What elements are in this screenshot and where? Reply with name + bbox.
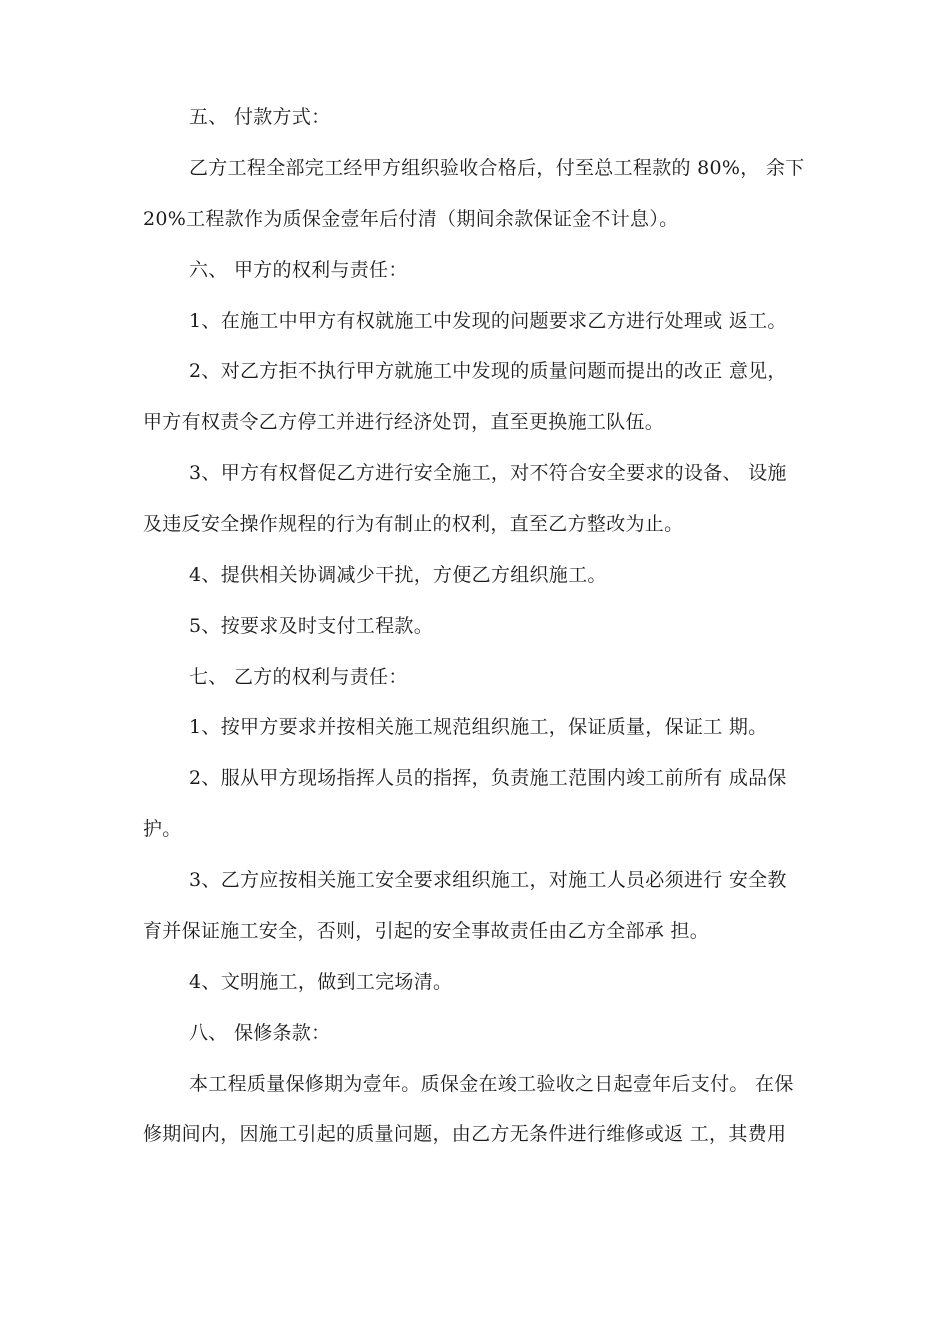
list-item: 1、在施工中甲方有权就施工中发现的问题要求乙方进行处理或 返工。 (189, 310, 787, 332)
paragraph-line: 及违反安全操作规程的行为有制止的权利，直至乙方整改为止。 (143, 513, 684, 535)
list-item: 3、乙方应按相关施工安全要求组织施工，对施工人员必须进行 安全教 (189, 869, 787, 891)
paragraph-line: 护。 (143, 818, 182, 840)
section-heading-warranty: 八、 保修条款： (189, 1022, 331, 1044)
list-item: 3、甲方有权督促乙方进行安全施工，对不符合安全要求的设备、 设施 (189, 462, 787, 484)
list-item: 1、按甲方要求并按相关施工规范组织施工，保证质量，保证工 期。 (189, 716, 768, 738)
section-heading-payment: 五、 付款方式： (189, 106, 331, 128)
list-item: 5、按要求及时支付工程款。 (189, 615, 433, 637)
paragraph-line: 修期间内，因施工引起的质量问题，由乙方无条件进行维修或返 工，其费用 (143, 1123, 787, 1145)
paragraph-line: 20%工程款作为质保金壹年后付清（期间余款保证金不计息）。 (143, 208, 679, 230)
list-item: 4、提供相关协调减少干扰，方便乙方组织施工。 (189, 564, 607, 586)
section-heading-party-b: 七、 乙方的权利与责任： (189, 666, 408, 688)
paragraph-line: 本工程质量保修期为壹年。质保金在竣工验收之日起壹年后支付。 在保 (189, 1073, 794, 1095)
section-heading-party-a: 六、 甲方的权利与责任： (189, 259, 408, 281)
list-item: 4、文明施工，做到工完场清。 (189, 971, 453, 993)
paragraph-line: 乙方工程全部完工经甲方组织验收合格后，付至总工程款的 80%， 余下 (189, 157, 805, 179)
paragraph-line: 甲方有权责令乙方停工并进行经济处罚，直至更换施工队伍。 (143, 411, 665, 433)
list-item: 2、服从甲方现场指挥人员的指挥，负责施工范围内竣工前所有 成品保 (189, 767, 787, 789)
paragraph-line: 育并保证施工安全，否则，引起的安全事故责任由乙方全部承 担。 (143, 920, 710, 942)
list-item: 2、对乙方拒不执行甲方就施工中发现的质量问题而提出的改正 意见， (189, 360, 787, 382)
